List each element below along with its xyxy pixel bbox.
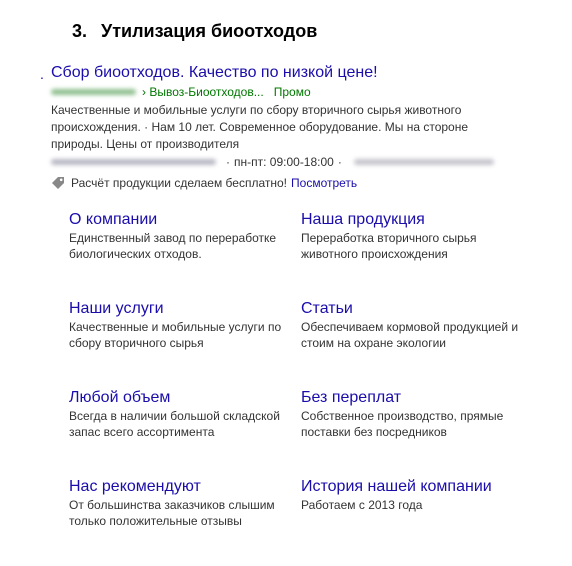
cropped-link-fragment: . xyxy=(40,66,44,82)
sitelink-desc: Единственный завод по переработке биологических отходов. xyxy=(69,231,277,261)
tag-icon xyxy=(51,176,65,190)
sitelink-title[interactable]: Статьи xyxy=(301,300,353,317)
ad-contact-line xyxy=(51,154,494,170)
sitelink-desc: От большинства заказчиков слышим только положительные отзывы xyxy=(69,498,275,528)
separator-dot: · xyxy=(226,155,230,169)
sitelink-title[interactable]: Без переплат xyxy=(301,389,402,406)
heading-number: 3. xyxy=(72,21,88,41)
sitelink-title[interactable]: Нас рекомендуют xyxy=(69,478,201,495)
sitelink-about xyxy=(69,210,289,262)
separator-dot: · xyxy=(337,155,342,169)
blurred-domain xyxy=(51,89,136,95)
sitelink-title[interactable]: О компании xyxy=(69,211,158,228)
sitelink-desc: Переработка вторичного сырья животного происхождения xyxy=(301,231,477,261)
blurred-phone xyxy=(51,159,216,165)
promo-label: Промо xyxy=(273,85,311,99)
sitelink-services xyxy=(69,299,289,351)
sitelink-history xyxy=(301,477,521,513)
sitelink-any-volume xyxy=(69,388,289,440)
sitelink-desc: Собственное производство, прямые поставки без посредников xyxy=(301,409,504,439)
sitelink-desc: Обеспечиваем кормовой продукцией и стоим на охране экологии xyxy=(301,320,519,350)
sitelink-no-overpay xyxy=(301,388,521,440)
working-hours: пн-пт: 09:00-18:00 xyxy=(234,155,334,169)
ad-snippet: Качественные и мобильные услуги по сбору вторичного сырья животного происхождения. · Нам 10 лет. Современное оборудование. Мы на стороне природы. Цены от производителя xyxy=(51,103,469,151)
ad-title-link[interactable]: Сбор биоотходов. Качество по низкой цене! xyxy=(51,64,378,81)
page-heading xyxy=(72,21,317,42)
ad-url-line xyxy=(51,84,311,100)
sitelink-title[interactable]: Наша продукция xyxy=(301,211,425,228)
callout-link[interactable]: Посмотреть xyxy=(291,176,358,190)
sitelink-desc: Работаем с 2013 года xyxy=(301,498,423,512)
heading-title: Утилизация биоотходов xyxy=(101,21,318,41)
blurred-address xyxy=(354,159,494,165)
sitelink-desc: Качественные и мобильные услуги по сбору вторичного сырья xyxy=(69,320,282,350)
sitelink-title[interactable]: Наши услуги xyxy=(69,300,164,317)
sitelink-title[interactable]: История нашей компании xyxy=(301,478,492,495)
sitelink-desc: Всегда в наличии большой складской запас всего ассортимента xyxy=(69,409,280,439)
ad-display-url[interactable]: › Вывоз-Биоотходов... xyxy=(142,85,264,99)
callout-text: Расчёт продукции сделаем бесплатно! xyxy=(71,176,288,190)
sitelink-articles xyxy=(301,299,521,351)
ad-callout xyxy=(51,175,357,191)
sitelink-title[interactable]: Любой объем xyxy=(69,389,171,406)
sitelink-recommend xyxy=(69,477,289,529)
sitelink-products xyxy=(301,210,521,262)
